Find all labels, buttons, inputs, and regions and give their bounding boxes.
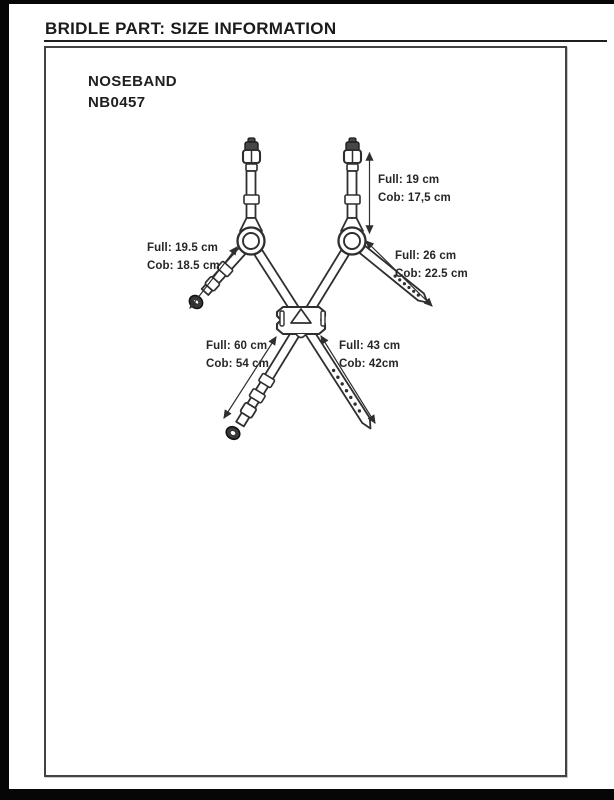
measurement-upper-left-strap [147, 239, 220, 275]
center-connector [277, 307, 325, 338]
right-cheek-strap [341, 138, 363, 236]
product-code: NB0457 [88, 94, 146, 111]
measurement-lower-left-strap [206, 337, 269, 373]
measurement-full: Full: 60 cm [206, 340, 268, 352]
product-name: NOSEBAND [88, 73, 178, 90]
measurement-cob: Cob: 17,5 cm [378, 192, 451, 204]
measurement-lower-right-strap [339, 337, 400, 373]
measurement-full: Full: 43 cm [339, 340, 401, 352]
measurement-cob: Cob: 18.5 cm [147, 260, 220, 272]
measurement-full: Full: 26 cm [395, 250, 457, 262]
measurement-cob: Cob: 54 cm [206, 358, 269, 370]
measurement-cob: Cob: 42cm [339, 358, 399, 370]
page-title: BRIDLE PART: SIZE INFORMATION [45, 19, 337, 38]
left-ring [238, 228, 265, 255]
strap-keeper [244, 195, 259, 204]
measurement-full: Full: 19 cm [378, 174, 440, 186]
measurement-full: Full: 19.5 cm [147, 242, 218, 254]
strap-keeper [345, 195, 360, 204]
strap-loop [246, 164, 257, 171]
measurement-cob: Cob: 22.5 cm [395, 268, 468, 280]
left-cheek-strap [240, 138, 262, 236]
right-ring [339, 228, 366, 255]
measurement-upper-right-strap [395, 247, 468, 283]
strap-loop [347, 164, 358, 171]
measurement-cheek-strap [378, 171, 451, 207]
